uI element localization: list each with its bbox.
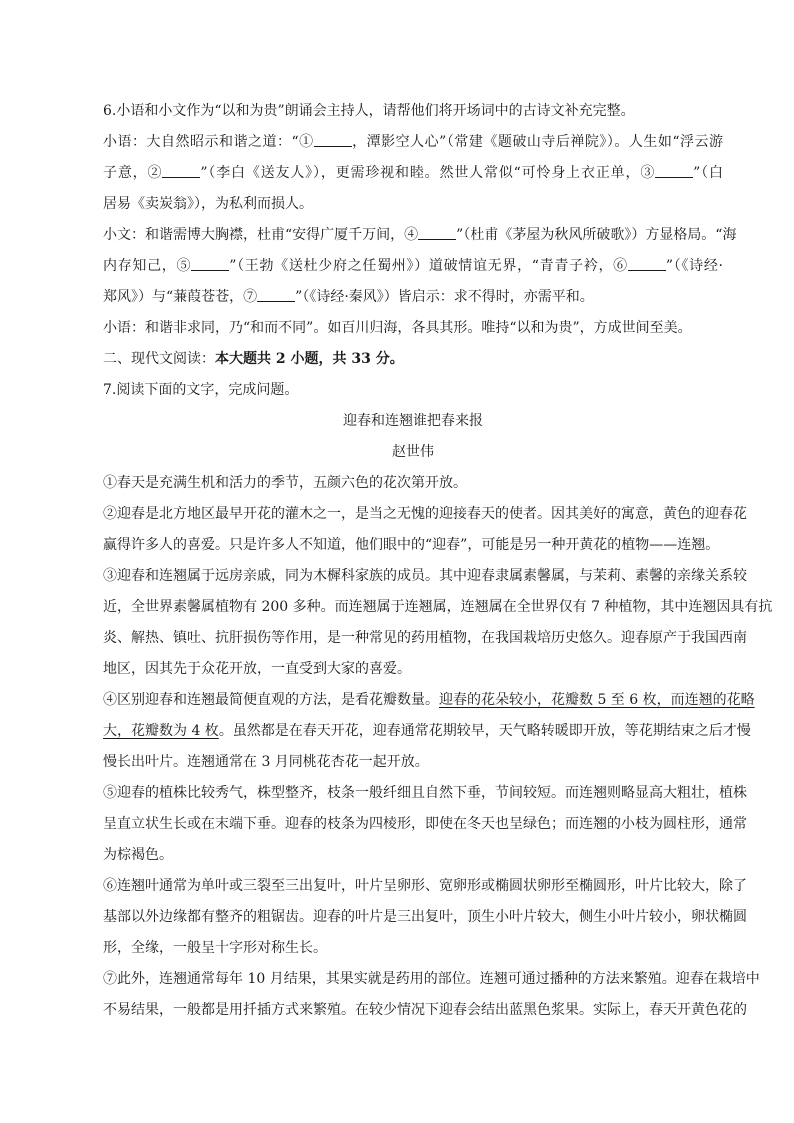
- q6-prompt: 6.小语和小文作为“以和为贵”朗诵会主持人，请帮他们将开场词中的古诗文补充完整。: [103, 103, 635, 119]
- q7-prompt: 7.阅读下面的文字，完成问题。: [103, 382, 299, 398]
- paragraph-7-line: 不易结果，一般都是用扦插方式来繁殖。在较少情况下迎春会结出蓝黑色浆果。实际上，春天开黄色花的: [103, 1002, 747, 1018]
- paragraph-5-line: 呈直立状生长或在末端下垂。迎春的枝条为四棱形，即使在冬天也呈绿色；而连翘的小枝为圆柱形，通常: [103, 816, 747, 832]
- paragraph-4-line: [103, 716, 751, 747]
- q6-para1-line1: [103, 127, 723, 158]
- paragraph-5-line: 为棕褐色。: [103, 847, 173, 863]
- text-run: 郑风》）与“蒹葭苍苍，⑦: [103, 289, 258, 305]
- answer-blank-5[interactable]: [191, 256, 229, 271]
- answer-blank-7[interactable]: [257, 287, 295, 302]
- text-run: ”（李白《送友人》），更需珍视和睦。然世人常似“可怜身上衣正单，③: [200, 165, 656, 181]
- underlined-sentence: 迎春的花朵较小，花瓣数 5 至 6 枚，而连翘的花略: [439, 692, 755, 708]
- q6-para2-line2: [103, 251, 723, 282]
- answer-blank-1[interactable]: [314, 132, 352, 147]
- paragraph-6-line: ⑥连翘叶通常为单叶或三裂至三出复叶，叶片呈卵形、宽卵形或椭圆状卵形至椭圆形，叶片比较大，除了: [103, 878, 747, 894]
- text-run: ”（杜甫《茅屋为秋风所破歌》）方显格局。“海: [456, 227, 737, 243]
- paragraph-4-line: [103, 685, 755, 716]
- text-run: 子意，②: [103, 165, 163, 181]
- paragraph-6-line: 形，全缘，一般呈十字形对称生长。: [103, 940, 327, 956]
- paragraph-5-line: ⑤迎春的植株比较秀气，株型整齐，枝条一般纤细且自然下垂，节间较短。而连翘则略显高大粗壮，植株: [103, 785, 747, 801]
- paragraph-7-line: ⑦此外，连翘通常每年 10 月结果，其果实就是药用的部位。连翘可通过播种的方法来繁殖。迎春在栽培中: [103, 971, 760, 987]
- q6-para3: 小语：和谐非求同，乃“和而不同”。如百川归海，各具其形。唯持“以和为贵”，方成世间至美。: [103, 320, 692, 336]
- section-heading: [103, 344, 723, 375]
- text-run: ，潭影空人心”（常建《题破山寺后禅院》）。人生如“浮云游: [351, 134, 723, 150]
- paragraph-2-line: ②迎春是北方地区最早开花的灌木之一，是当之无愧的迎接春天的使者。因其美好的寓意，黄色的迎春花: [103, 506, 747, 522]
- text-run: 小语：大自然昭示和谐之道：“①: [103, 134, 314, 150]
- paragraph-3-line: 炎、解热、镇吐、抗肝损伤等作用，是一种常见的药用植物，在我国栽培历史悠久。迎春原产于我国西南: [103, 630, 747, 646]
- article-title: 迎春和连翘谁把春来报: [343, 413, 483, 429]
- text-run: ④区别迎春和连翘最简便直观的方法，是看花瓣数量。: [103, 692, 439, 708]
- text-run: ”（王勃《送杜少府之任蜀州》）道破情谊无界，“青青子衿，⑥: [229, 258, 628, 274]
- paragraph-6-line: 基部以外边缘都有整齐的粗锯齿。迎春的叶片是三出复叶，顶生小叶片较大，侧生小叶片较小，卵状椭圆: [103, 909, 747, 925]
- text-run: ”（《诗经·: [665, 258, 724, 274]
- paragraph-4-line: 慢长出叶片。连翘通常在 3 月同桃花杏花一起开放。: [103, 754, 429, 770]
- answer-blank-2[interactable]: [162, 163, 200, 178]
- text-run: ”（《诗经·秦风》）皆启示：求不得时，亦需平和。: [295, 289, 594, 305]
- answer-blank-4[interactable]: [418, 225, 456, 240]
- text-run: 内存知己，⑤: [103, 258, 192, 274]
- section-label: 二、现代文阅读：: [103, 351, 215, 367]
- section-score-note: 本大题共 2 小题，共 33 分。: [215, 351, 404, 367]
- paragraph-2-line: 赢得许多人的喜爱。只是许多人不知道，他们眼中的“迎春”，可能是另一种开黄花的植物——连翘。: [103, 537, 720, 553]
- document-page: [103, 96, 773, 1026]
- article-author: 赵世伟: [392, 444, 434, 460]
- paragraph-3-line: 地区，因其先于众花开放，一直受到大家的喜爱。: [103, 661, 411, 677]
- answer-blank-6[interactable]: [628, 256, 666, 271]
- text-run: 小文：和谐需博大胸襟，杜甫“安得广厦千万间，④: [103, 227, 419, 243]
- text-run: ”（白: [693, 165, 723, 181]
- q6-para1-line3: 居易《卖炭翁》），为私利而损人。: [103, 196, 313, 212]
- underlined-sentence: 大，花瓣数为 4 枚: [103, 723, 219, 739]
- answer-blank-3[interactable]: [655, 163, 693, 178]
- paragraph-3-line: 近，全世界素馨属植物有 200 多种。而连翘属于连翘属，连翘属在全世界仅有 7 种植物，其中连翘因具有抗: [103, 599, 773, 615]
- text-run: 。虽然都是在春天开花，迎春通常花期较早，天气略转暖即开放，等花期结束之后才慢: [218, 723, 751, 739]
- paragraph-1: ①春天是充满生机和活力的季节，五颜六色的花次第开放。: [103, 475, 467, 491]
- q6-para2-line3: [103, 282, 723, 313]
- q6-para2-line1: [103, 220, 737, 251]
- paragraph-3-line: ③迎春和连翘属于远房亲戚，同为木樨科家族的成员。其中迎春隶属素馨属，与茉莉、素馨的亲缘关系较: [103, 568, 747, 584]
- q6-para1-line2: [103, 158, 723, 189]
